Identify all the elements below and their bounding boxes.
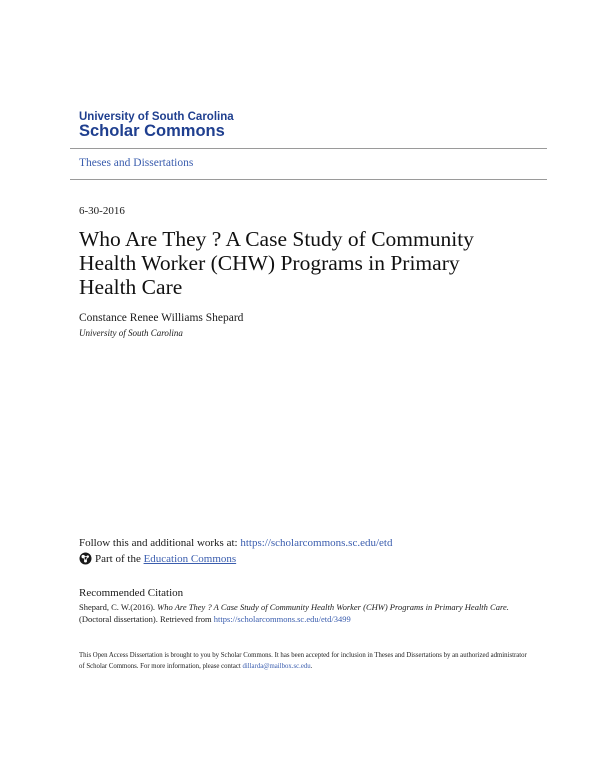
follow-prefix: Follow this and additional works at: — [79, 537, 241, 549]
university-name: University of South Carolina — [79, 111, 234, 123]
education-commons-link[interactable]: Education Commons — [143, 552, 237, 565]
citation-title: Who Are They ? A Case Study of Community Health Worker (CHW) Programs in Primary Health Care. — [157, 602, 509, 612]
collection-link[interactable]: Theses and Dissertations — [79, 157, 194, 169]
publication-date: 6-30-2016 — [79, 205, 125, 217]
network-commons-icon — [79, 552, 92, 565]
citation-text — [79, 601, 529, 625]
citation-suffix: (Doctoral dissertation). Retrieved from — [79, 614, 214, 624]
citation-heading: Recommended Citation — [79, 587, 184, 599]
footer-text: This Open Access Dissertation is brought to you by Scholar Commons. It has been accepted for inclusion in Theses and Dissertations by an authorized administrator of Scholar Commons. For more information, please contact — [79, 652, 527, 670]
repository-name[interactable]: Scholar Commons — [79, 122, 225, 140]
author-name: Constance Renee Williams Shepard — [79, 312, 244, 324]
citation-prefix: Shepard, C. W.(2016). — [79, 602, 158, 612]
part-of-line — [79, 552, 236, 565]
author-affiliation: University of South Carolina — [79, 328, 183, 338]
footer-notice — [79, 650, 534, 672]
citation-url-link[interactable]: https://scholarcommons.sc.edu/etd/3499 — [213, 614, 351, 624]
part-of-prefix: Part of the — [95, 552, 141, 565]
follow-link[interactable]: https://scholarcommons.sc.edu/etd — [240, 537, 393, 549]
follow-line — [79, 537, 392, 549]
document-title: Who Are They ? A Case Study of Community Health Worker (CHW) Programs in Primary Health Care — [79, 227, 474, 299]
footer-end: . — [310, 663, 313, 670]
contact-email-link[interactable]: dillarda@mailbox.sc.edu — [242, 663, 311, 670]
divider — [70, 148, 547, 149]
divider — [70, 179, 547, 180]
